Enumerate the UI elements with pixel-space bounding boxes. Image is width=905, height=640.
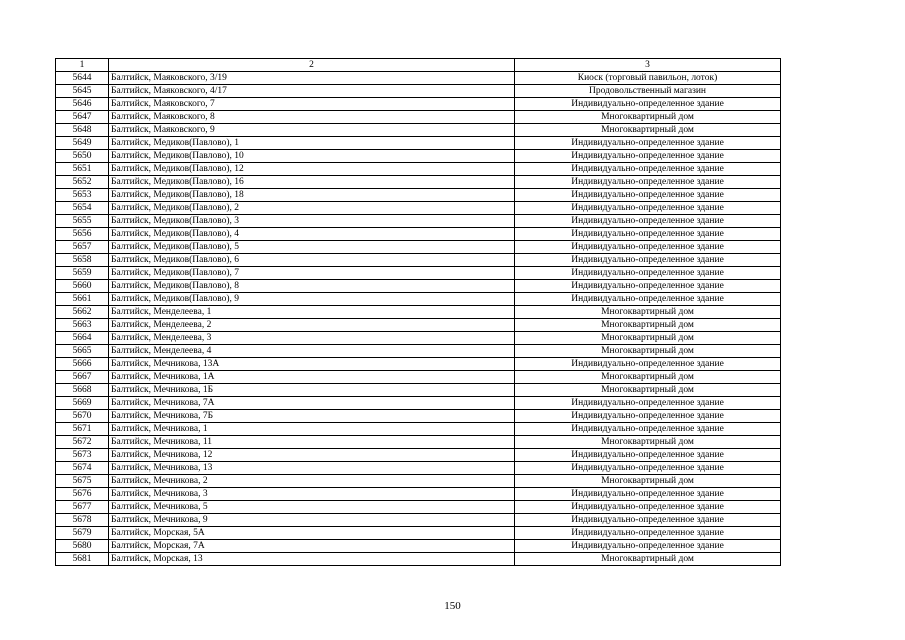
table-row xyxy=(56,254,781,267)
cell-address: Балтийск, Менделеева, 3 xyxy=(109,332,515,345)
cell-number: 5674 xyxy=(56,462,109,475)
table-row xyxy=(56,397,781,410)
cell-address: Балтийск, Мечникова, 2 xyxy=(109,475,515,488)
table-row xyxy=(56,98,781,111)
table-body xyxy=(56,72,781,566)
cell-address: Балтийск, Медиков(Павлово), 18 xyxy=(109,189,515,202)
cell-number: 5669 xyxy=(56,397,109,410)
table-row xyxy=(56,345,781,358)
cell-address: Балтийск, Мечникова, 1 xyxy=(109,423,515,436)
cell-address: Балтийск, Медиков(Павлово), 4 xyxy=(109,228,515,241)
table-row xyxy=(56,85,781,98)
cell-number: 5664 xyxy=(56,332,109,345)
cell-address: Балтийск, Медиков(Павлово), 2 xyxy=(109,202,515,215)
table-row xyxy=(56,319,781,332)
cell-address: Балтийск, Мечникова, 7Б xyxy=(109,410,515,423)
table-row xyxy=(56,228,781,241)
table-row xyxy=(56,150,781,163)
cell-object-type: Продовольственный магазин xyxy=(515,85,781,98)
table-row xyxy=(56,306,781,319)
page-number: 150 xyxy=(444,600,461,612)
table-row xyxy=(56,267,781,280)
cell-number: 5656 xyxy=(56,228,109,241)
cell-object-type: Индивидуально-определенное здание xyxy=(515,215,781,228)
cell-object-type: Индивидуально-определенное здание xyxy=(515,241,781,254)
cell-number: 5648 xyxy=(56,124,109,137)
cell-number: 5675 xyxy=(56,475,109,488)
cell-address: Балтийск, Медиков(Павлово), 9 xyxy=(109,293,515,306)
cell-address: Балтийск, Морская, 13 xyxy=(109,553,515,566)
table-row xyxy=(56,410,781,423)
cell-number: 5667 xyxy=(56,371,109,384)
cell-object-type: Индивидуально-определенное здание xyxy=(515,410,781,423)
cell-number: 5661 xyxy=(56,293,109,306)
cell-number: 5680 xyxy=(56,540,109,553)
cell-object-type: Индивидуально-определенное здание xyxy=(515,397,781,410)
cell-number: 5677 xyxy=(56,501,109,514)
cell-object-type: Индивидуально-определенное здание xyxy=(515,254,781,267)
table-header xyxy=(56,59,781,72)
cell-object-type: Индивидуально-определенное здание xyxy=(515,176,781,189)
cell-object-type: Индивидуально-определенное здание xyxy=(515,462,781,475)
table-row xyxy=(56,137,781,150)
cell-object-type: Индивидуально-определенное здание xyxy=(515,163,781,176)
cell-address: Балтийск, Морская, 7А xyxy=(109,540,515,553)
table-row xyxy=(56,163,781,176)
cell-address: Балтийск, Маяковского, 8 xyxy=(109,111,515,124)
cell-address: Балтийск, Менделеева, 4 xyxy=(109,345,515,358)
cell-address: Балтийск, Маяковского, 3/19 xyxy=(109,72,515,85)
cell-address: Балтийск, Маяковского, 7 xyxy=(109,98,515,111)
cell-object-type: Индивидуально-определенное здание xyxy=(515,98,781,111)
cell-object-type: Индивидуально-определенное здание xyxy=(515,527,781,540)
cell-object-type: Индивидуально-определенное здание xyxy=(515,137,781,150)
cell-object-type: Киоск (торговый павильон, лоток) xyxy=(515,72,781,85)
cell-object-type: Индивидуально-определенное здание xyxy=(515,423,781,436)
cell-address: Балтийск, Мечникова, 5 xyxy=(109,501,515,514)
cell-object-type: Многоквартирный дом xyxy=(515,124,781,137)
cell-number: 5663 xyxy=(56,319,109,332)
cell-address: Балтийск, Менделеева, 1 xyxy=(109,306,515,319)
cell-address: Балтийск, Менделеева, 2 xyxy=(109,319,515,332)
table-row xyxy=(56,189,781,202)
cell-object-type: Индивидуально-определенное здание xyxy=(515,228,781,241)
table-row xyxy=(56,176,781,189)
cell-address: Балтийск, Медиков(Павлово), 5 xyxy=(109,241,515,254)
cell-number: 5649 xyxy=(56,137,109,150)
cell-number: 5666 xyxy=(56,358,109,371)
table-row xyxy=(56,215,781,228)
table-row xyxy=(56,358,781,371)
cell-object-type: Индивидуально-определенное здание xyxy=(515,267,781,280)
cell-number: 5659 xyxy=(56,267,109,280)
table-row xyxy=(56,514,781,527)
cell-number: 5665 xyxy=(56,345,109,358)
cell-number: 5651 xyxy=(56,163,109,176)
table-row xyxy=(56,553,781,566)
cell-address: Балтийск, Мечникова, 12 xyxy=(109,449,515,462)
cell-object-type: Индивидуально-определенное здание xyxy=(515,501,781,514)
table-row xyxy=(56,72,781,85)
cell-number: 5673 xyxy=(56,449,109,462)
cell-address: Балтийск, Маяковского, 9 xyxy=(109,124,515,137)
cell-object-type: Индивидуально-определенное здание xyxy=(515,514,781,527)
cell-number: 5670 xyxy=(56,410,109,423)
table-row xyxy=(56,462,781,475)
table-row xyxy=(56,371,781,384)
column-header-number: 1 xyxy=(56,59,109,72)
cell-address: Балтийск, Мечникова, 1А xyxy=(109,371,515,384)
cell-number: 5644 xyxy=(56,72,109,85)
cell-address: Балтийск, Мечникова, 11 xyxy=(109,436,515,449)
cell-object-type: Многоквартирный дом xyxy=(515,436,781,449)
cell-object-type: Многоквартирный дом xyxy=(515,384,781,397)
table-row xyxy=(56,280,781,293)
cell-address: Балтийск, Мечникова, 7А xyxy=(109,397,515,410)
cell-number: 5678 xyxy=(56,514,109,527)
cell-number: 5662 xyxy=(56,306,109,319)
cell-object-type: Многоквартирный дом xyxy=(515,475,781,488)
cell-object-type: Многоквартирный дом xyxy=(515,371,781,384)
column-header-object-type: 3 xyxy=(515,59,781,72)
cell-object-type: Индивидуально-определенное здание xyxy=(515,540,781,553)
cell-number: 5652 xyxy=(56,176,109,189)
cell-object-type: Многоквартирный дом xyxy=(515,553,781,566)
cell-number: 5681 xyxy=(56,553,109,566)
cell-address: Балтийск, Мечникова, 1Б xyxy=(109,384,515,397)
table-row xyxy=(56,111,781,124)
cell-address: Балтийск, Медиков(Павлово), 6 xyxy=(109,254,515,267)
cell-address: Балтийск, Медиков(Павлово), 12 xyxy=(109,163,515,176)
cell-number: 5672 xyxy=(56,436,109,449)
cell-object-type: Индивидуально-определенное здание xyxy=(515,150,781,163)
table-row xyxy=(56,423,781,436)
cell-object-type: Индивидуально-определенное здание xyxy=(515,488,781,501)
table-row xyxy=(56,449,781,462)
cell-number: 5679 xyxy=(56,527,109,540)
cell-number: 5660 xyxy=(56,280,109,293)
cell-number: 5645 xyxy=(56,85,109,98)
table-row xyxy=(56,124,781,137)
cell-address: Балтийск, Мечникова, 13 xyxy=(109,462,515,475)
cell-address: Балтийск, Мечникова, 3 xyxy=(109,488,515,501)
table-row xyxy=(56,241,781,254)
cell-object-type: Многоквартирный дом xyxy=(515,332,781,345)
cell-address: Балтийск, Медиков(Павлово), 7 xyxy=(109,267,515,280)
table-row xyxy=(56,475,781,488)
cell-number: 5668 xyxy=(56,384,109,397)
cell-address: Балтийск, Медиков(Павлово), 3 xyxy=(109,215,515,228)
table-row xyxy=(56,436,781,449)
registry-table xyxy=(55,58,781,566)
cell-number: 5647 xyxy=(56,111,109,124)
cell-object-type: Индивидуально-определенное здание xyxy=(515,202,781,215)
cell-address: Балтийск, Морская, 5А xyxy=(109,527,515,540)
table-row xyxy=(56,527,781,540)
cell-address: Балтийск, Медиков(Павлово), 10 xyxy=(109,150,515,163)
cell-address: Балтийск, Медиков(Павлово), 8 xyxy=(109,280,515,293)
cell-address: Балтийск, Медиков(Павлово), 16 xyxy=(109,176,515,189)
cell-object-type: Многоквартирный дом xyxy=(515,345,781,358)
cell-object-type: Индивидуально-определенное здание xyxy=(515,189,781,202)
table-row xyxy=(56,332,781,345)
cell-object-type: Индивидуально-определенное здание xyxy=(515,293,781,306)
table-row xyxy=(56,384,781,397)
table-row xyxy=(56,293,781,306)
table-row xyxy=(56,488,781,501)
cell-number: 5676 xyxy=(56,488,109,501)
table-row xyxy=(56,540,781,553)
cell-number: 5658 xyxy=(56,254,109,267)
cell-object-type: Многоквартирный дом xyxy=(515,319,781,332)
table-row xyxy=(56,501,781,514)
cell-address: Балтийск, Мечникова, 13А xyxy=(109,358,515,371)
cell-address: Балтийск, Маяковского, 4/17 xyxy=(109,85,515,98)
cell-number: 5650 xyxy=(56,150,109,163)
cell-object-type: Индивидуально-определенное здание xyxy=(515,280,781,293)
header-row xyxy=(56,59,781,72)
cell-object-type: Многоквартирный дом xyxy=(515,111,781,124)
cell-number: 5657 xyxy=(56,241,109,254)
cell-number: 5671 xyxy=(56,423,109,436)
cell-number: 5646 xyxy=(56,98,109,111)
column-header-address: 2 xyxy=(109,59,515,72)
table-row xyxy=(56,202,781,215)
cell-number: 5653 xyxy=(56,189,109,202)
cell-address: Балтийск, Мечникова, 9 xyxy=(109,514,515,527)
cell-object-type: Индивидуально-определенное здание xyxy=(515,358,781,371)
cell-address: Балтийск, Медиков(Павлово), 1 xyxy=(109,137,515,150)
cell-number: 5654 xyxy=(56,202,109,215)
cell-object-type: Индивидуально-определенное здание xyxy=(515,449,781,462)
cell-number: 5655 xyxy=(56,215,109,228)
cell-object-type: Многоквартирный дом xyxy=(515,306,781,319)
